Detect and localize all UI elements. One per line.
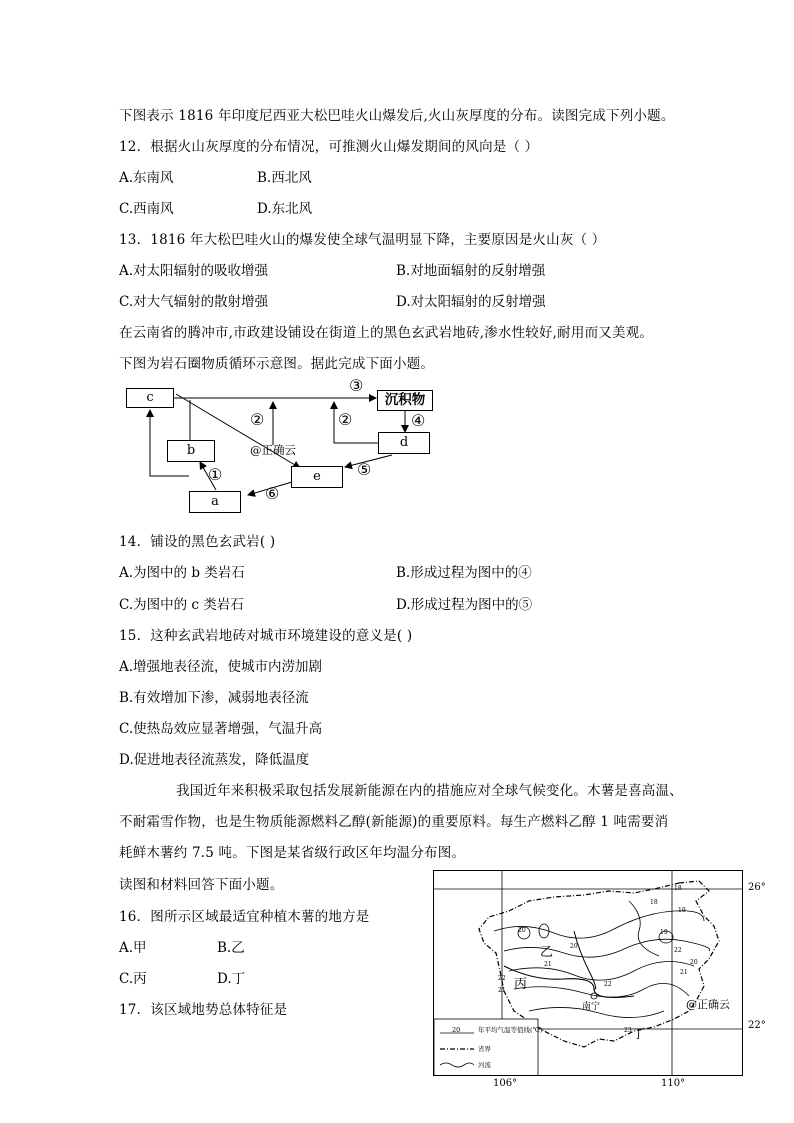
q16-option-a[interactable]: A.甲 [119,940,147,956]
legend-num: 20 [452,1026,461,1034]
box-c: c [126,388,174,408]
box-e: e [291,466,343,488]
box-a: a [189,491,241,513]
intro-cassava-4: 读图和材料回答下面小题。 [119,877,284,893]
iso-label: 21 [498,987,506,994]
legend-river: 河流 [478,1061,491,1069]
lat-26: 26° [748,882,766,893]
q14-option-a[interactable]: A.为图中的 b 类岩石 [119,565,245,581]
region-ding: 丁 [632,1027,646,1042]
q14-option-b[interactable]: B.形成过程为图中的④ [396,565,532,581]
label-5: ⑤ [357,460,372,479]
iso-label: 20 [518,927,526,934]
label-3: ③ [349,376,364,395]
iso-label: 22 [498,975,506,982]
lon-110: 110° [661,1078,686,1089]
q12-option-d[interactable]: D.东北风 [257,201,313,217]
q12-stem: 12．根据火山灰厚度的分布情况，可推测火山爆发期间的风向是（ ） [119,139,539,155]
label-1: ① [208,465,223,484]
q13-option-c[interactable]: C.对大气辐射的散射增强 [119,294,269,310]
iso-label: 19 [678,907,686,914]
q14-option-c[interactable]: C.为图中的 c 类岩石 [119,597,244,613]
region-yi: 乙 [540,945,554,960]
iso-label: 22 [604,981,612,988]
intro-cassava-2: 不耐霜雪作物，也是生物质能源燃料乙醇(新能源)的重要原料。每生产燃料乙醇 1 吨需要消 [119,814,669,830]
lon-106: 106° [493,1078,518,1089]
label-6: ⑥ [265,484,280,503]
legend-isotherm: 年平均气温等值线(℃) [478,1026,543,1034]
iso-label: 21 [544,961,552,968]
iso-label: 20 [690,959,698,966]
box-d: d [378,432,430,454]
label-2-right: ② [338,410,353,429]
box-b: b [167,440,215,462]
q15-option-d[interactable]: D.促进地表径流蒸发，降低温度 [119,752,310,768]
q14-option-d[interactable]: D.形成过程为图中的⑤ [396,597,533,613]
q12-option-b[interactable]: B.西北风 [257,170,312,186]
watermark-2: @正确云 [686,998,730,1011]
q17-stem: 17．该区域地势总体特征是 [119,1002,288,1018]
intro-basalt: 在云南省的腾冲市,市政建设铺设在街道上的黑色玄武岩地砖,渗水性较好,耐用而又美观。 [119,325,654,341]
q15-stem: 15．这种玄武岩地砖对城市环境建设的意义是( ) [119,628,413,644]
q15-option-b[interactable]: B.有效增加下渗，减弱地表径流 [119,690,309,706]
q13-option-d[interactable]: D.对太阳辐射的反射增强 [396,294,546,310]
iso-label: 23 [624,1027,632,1034]
temperature-map [433,870,743,1076]
q12-option-a[interactable]: A.东南风 [119,170,174,186]
q16-option-c[interactable]: C.丙 [119,971,147,987]
iso-label: 21 [680,969,688,976]
iso-label: 18 [674,885,682,892]
legend-boundary: 省界 [478,1045,491,1053]
iso-label: 22 [674,947,682,954]
box-sediment: 沉积物 [377,390,433,411]
intro-volcano: 下图表示 1816 年印度尼西亚大松巴哇火山爆发后,火山灰厚度的分布。读图完成下列小题。 [119,108,675,124]
q15-option-a[interactable]: A.增强地表径流，使城市内涝加剧 [119,659,323,675]
intro-cassava-3: 耗鲜木薯约 7.5 吨。下图是某省级行政区年均温分布图。 [119,845,466,861]
city-nanning: 南宁 [582,1002,601,1012]
q14-stem: 14．铺设的黑色玄武岩( ) [119,534,276,550]
q15-option-c[interactable]: C.使热岛效应显著增强，气温升高 [119,721,323,737]
intro-rock-cycle: 下图为岩石圈物质循环示意图。据此完成下面小题。 [119,356,435,372]
q16-option-d[interactable]: D.丁 [217,971,246,987]
iso-label: 18 [650,899,658,906]
intro-cassava-1: 我国近年来积极采取包括发展新能源在内的措施应对全球气候变化。木薯是喜高温、 [176,783,683,799]
label-4: ④ [411,411,426,430]
lat-22: 22° [748,1020,766,1031]
region-bing: 丙 [514,977,528,992]
q16-option-b[interactable]: B.乙 [217,940,245,956]
iso-label: 19 [660,929,668,936]
q13-option-b[interactable]: B.对地面辐射的反射增强 [396,263,546,279]
q16-stem: 16．图所示区域最适宜种植木薯的地方是 [119,909,370,925]
iso-label: 20 [570,943,578,950]
label-2-left: ② [250,410,265,429]
watermark-1: @正确云 [250,443,296,457]
q13-stem: 13．1816 年大松巴哇火山的爆发使全球气温明显下降，主要原因是火山灰（ ） [119,232,606,248]
q12-option-c[interactable]: C.西南风 [119,201,174,217]
q13-option-a[interactable]: A.对太阳辐射的吸收增强 [119,263,269,279]
